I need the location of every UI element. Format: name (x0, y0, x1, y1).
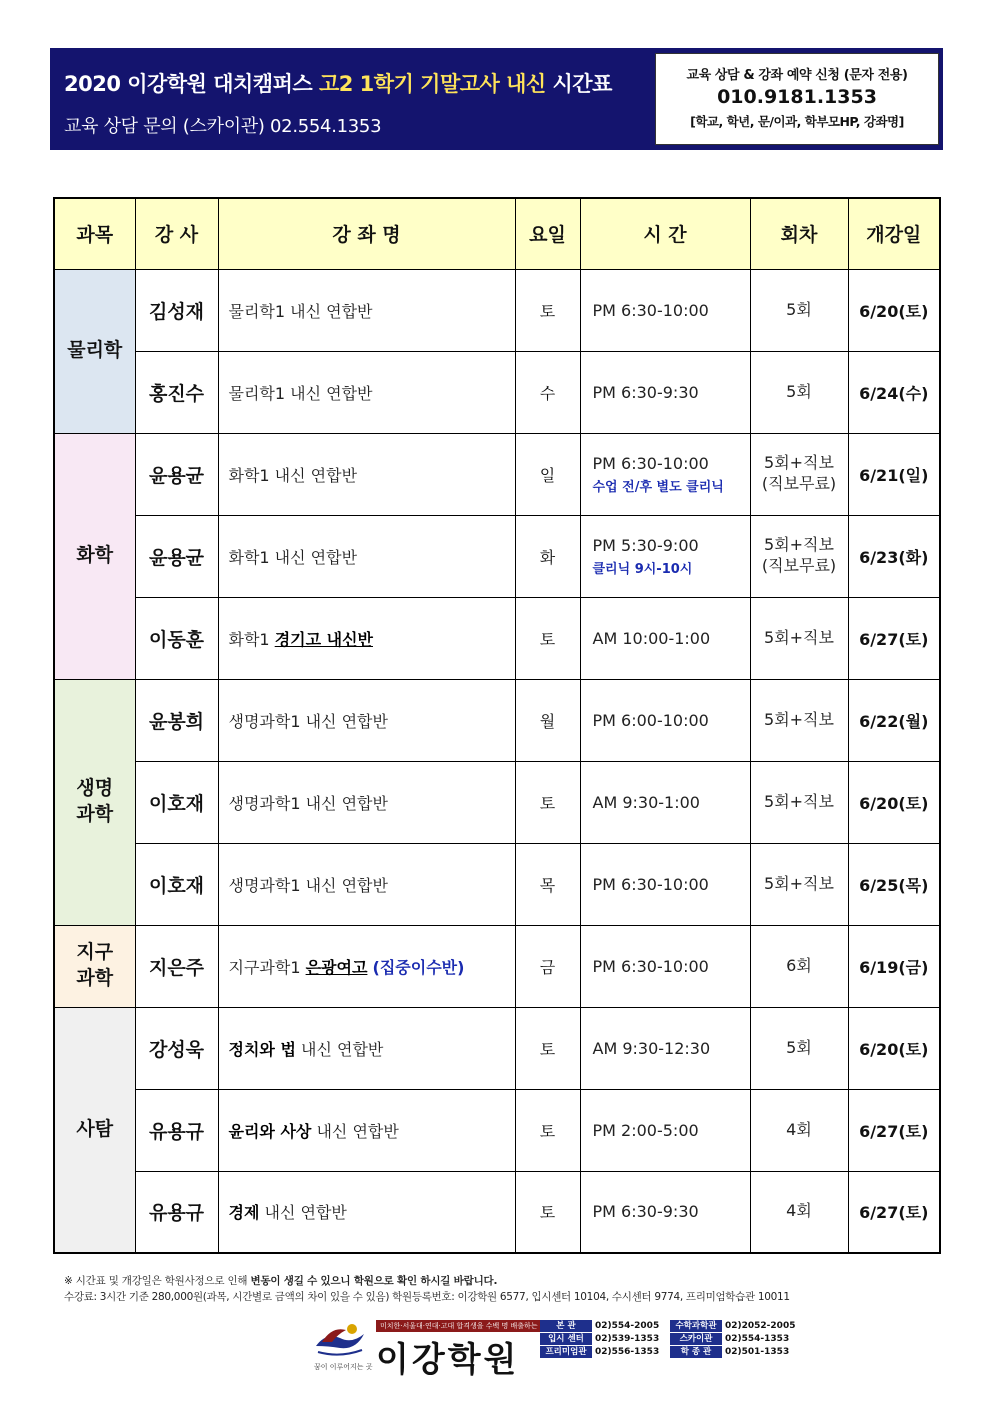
table-body (54, 269, 940, 1253)
table-header-row (54, 198, 940, 269)
branch-item (670, 1346, 800, 1358)
course-type: 물리학1 내신 연합반 (228, 383, 373, 403)
sessions-cell (750, 515, 848, 597)
session-count: 4회 (786, 1201, 812, 1221)
branch-name: 입시 센터 (540, 1333, 592, 1345)
header-subject: 과목 (54, 198, 135, 269)
session-note: (직보무료) (761, 556, 837, 575)
course-cell (218, 1171, 515, 1253)
subject-cell: 사탐 (54, 1007, 135, 1253)
page-title (64, 68, 612, 98)
course-cell (218, 761, 515, 843)
sessions-cell (750, 679, 848, 761)
course-cell (218, 269, 515, 351)
day-cell: 토 (515, 1089, 580, 1171)
branch-phone: 02)556-1353 (595, 1347, 660, 1357)
table-row (54, 1007, 940, 1089)
course-type: 생명과학1 내신 연합반 (228, 711, 388, 731)
time-range: AM 9:30-12:30 (592, 1038, 711, 1058)
logo-tagline: 미치한·서울대·연대·고대 합격생을 수백 명 배출하는 (376, 1320, 542, 1332)
header-sessions: 회차 (750, 198, 848, 269)
time-cell (580, 515, 750, 597)
page-subtitle: 교육 상담 문의 (스카이관) 02.554.1353 (64, 116, 382, 137)
note-pre: ※ 시간표 및 개강일은 학원사정으로 인해 (64, 1275, 251, 1287)
start-date-cell: 6/21(일) (848, 433, 940, 515)
course-type: 내신 연합반 (311, 1121, 399, 1141)
academy-logo (312, 1318, 537, 1390)
course-cell (218, 843, 515, 925)
sessions-cell (750, 269, 848, 351)
time-cell (580, 679, 750, 761)
table-row (54, 269, 940, 351)
sessions-cell (750, 1089, 848, 1171)
subject-cell: 물리학 (54, 269, 135, 433)
schedule-change-note (64, 1273, 497, 1288)
course-subject: 윤리와 사상 (228, 1121, 312, 1141)
time-cell (580, 843, 750, 925)
branch-phone: 02)554-1353 (725, 1334, 790, 1344)
branch-row (540, 1346, 800, 1358)
time-range: AM 9:30-1:00 (592, 792, 700, 812)
course-subject: 경제 (228, 1203, 260, 1223)
title-highlight: 고2 1학기 기말고사 내신 (318, 72, 546, 96)
course-cell (218, 679, 515, 761)
course-school: 은광여고 (305, 957, 368, 977)
course-cell (218, 597, 515, 679)
table-row (54, 515, 940, 597)
day-cell: 토 (515, 761, 580, 843)
sessions-cell (750, 761, 848, 843)
sessions-cell (750, 843, 848, 925)
branch-row (540, 1320, 800, 1332)
course-cell (218, 515, 515, 597)
teacher-cell: 강성욱 (135, 1007, 218, 1089)
note-bold: 변동이 생길 수 있으니 학원으로 확인 하시길 바랍니다. (250, 1275, 498, 1287)
sessions-cell (750, 433, 848, 515)
time-range: PM 6:30-10:00 (592, 453, 709, 473)
sessions-cell (750, 925, 848, 1007)
session-count: 5회 (786, 381, 812, 401)
table-row (54, 1089, 940, 1171)
course-subject: 정치와 법 (228, 1039, 296, 1059)
course-type: 내신 연합반 (295, 1039, 384, 1059)
session-count: 4회 (786, 1119, 812, 1139)
time-range: PM 2:00-5:00 (592, 1120, 699, 1140)
teacher-cell: 이호재 (135, 843, 218, 925)
sessions-cell (750, 351, 848, 433)
sessions-cell (750, 597, 848, 679)
teacher-cell: 이동훈 (135, 597, 218, 679)
sessions-cell (750, 1007, 848, 1089)
branch-name: 본 관 (540, 1320, 592, 1332)
logo-motto: 꿈이 이루어지는 곳 (314, 1363, 373, 1371)
branch-item (540, 1333, 670, 1345)
subject-cell: 생명 과학 (54, 679, 135, 925)
time-range: PM 6:30-9:30 (592, 382, 699, 402)
day-cell: 일 (515, 433, 580, 515)
course-type: 생명과학1 내신 연합반 (228, 875, 388, 895)
title-prefix: 2020 이강학원 대치캠퍼스 (64, 72, 319, 96)
time-range: AM 10:00-1:00 (592, 628, 711, 648)
title-suffix: 시간표 (545, 72, 612, 96)
header-banner (50, 48, 943, 150)
branch-name: 프리미엄관 (540, 1346, 592, 1358)
clinic-note: 수업 전/후 별도 클리닉 (592, 479, 724, 495)
teacher-cell: 윤용균 (135, 433, 218, 515)
logo-name: 이강학원 (376, 1340, 520, 1380)
teacher-cell: 이호재 (135, 761, 218, 843)
branch-name: 스카이관 (670, 1333, 722, 1345)
start-date-cell: 6/27(토) (848, 1089, 940, 1171)
time-cell (580, 433, 750, 515)
course-type: 물리학1 내신 연합반 (228, 301, 373, 321)
start-date-cell: 6/27(토) (848, 597, 940, 679)
start-date-cell: 6/24(수) (848, 351, 940, 433)
branch-phone-list (540, 1320, 800, 1359)
contact-heading: 교육 상담 & 강좌 예약 신청 (문자 전용) (686, 68, 908, 83)
teacher-cell: 김성재 (135, 269, 218, 351)
branch-phone: 02)554-2005 (595, 1321, 660, 1331)
day-cell: 화 (515, 515, 580, 597)
start-date-cell: 6/19(금) (848, 925, 940, 1007)
course-type: 생명과학1 내신 연합반 (228, 793, 388, 813)
course-cell (218, 351, 515, 433)
header-start-date: 개강일 (848, 198, 940, 269)
table-row (54, 761, 940, 843)
course-type: 화학1 내신 연합반 (228, 547, 358, 567)
time-range: PM 6:30-10:00 (592, 956, 709, 976)
start-date-cell: 6/20(토) (848, 1007, 940, 1089)
course-name: 화학1 (228, 629, 275, 649)
day-cell: 월 (515, 679, 580, 761)
course-cell (218, 1007, 515, 1089)
time-range: PM 6:30-10:00 (592, 300, 709, 320)
session-count: 5회+직보 (764, 453, 834, 473)
branch-item (670, 1333, 800, 1345)
contact-instructions: [학교, 학년, 문/이과, 학부모HP, 강좌명] (690, 114, 904, 129)
table-row (54, 433, 940, 515)
course-cell (218, 925, 515, 1007)
course-tag: (집중이수반) (372, 957, 465, 977)
session-count: 5회 (786, 299, 812, 319)
course-name: 지구과학1 (228, 957, 306, 977)
day-cell: 수 (515, 351, 580, 433)
teacher-cell: 윤용균 (135, 515, 218, 597)
teacher-cell: 유용규 (135, 1089, 218, 1171)
day-cell: 목 (515, 843, 580, 925)
branch-row (540, 1333, 800, 1345)
table-row (54, 351, 940, 433)
time-cell (580, 1089, 750, 1171)
schedule-table (53, 197, 941, 1254)
branch-phone: 02)2052-2005 (725, 1321, 796, 1331)
table-row (54, 925, 940, 1007)
time-cell (580, 761, 750, 843)
session-count: 5회+직보 (764, 873, 834, 893)
course-type: 화학1 내신 연합반 (228, 465, 358, 485)
day-cell: 금 (515, 925, 580, 1007)
course-school: 경기고 내신반 (274, 629, 373, 649)
time-cell (580, 925, 750, 1007)
start-date-cell: 6/25(목) (848, 843, 940, 925)
header-course: 강 좌 명 (218, 198, 515, 269)
logo-emblem-icon (312, 1320, 368, 1360)
day-cell: 토 (515, 1007, 580, 1089)
course-cell (218, 1089, 515, 1171)
time-cell (580, 269, 750, 351)
time-range: PM 5:30-9:00 (592, 535, 699, 555)
contact-box (655, 53, 939, 145)
time-range: PM 6:30-10:00 (592, 874, 709, 894)
day-cell: 토 (515, 1171, 580, 1253)
course-cell (218, 433, 515, 515)
session-count: 5회+직보 (764, 627, 834, 647)
table-row (54, 597, 940, 679)
time-cell (580, 1007, 750, 1089)
subject-cell: 지구 과학 (54, 925, 135, 1007)
session-count: 5회 (786, 1037, 812, 1057)
table-row (54, 843, 940, 925)
teacher-cell: 지은주 (135, 925, 218, 1007)
header-day: 요일 (515, 198, 580, 269)
branch-phone: 02)539-1353 (595, 1334, 660, 1344)
teacher-cell: 윤봉희 (135, 679, 218, 761)
day-cell: 토 (515, 269, 580, 351)
day-cell: 토 (515, 597, 580, 679)
branch-item (540, 1320, 670, 1332)
branch-phone: 02)501-1353 (725, 1347, 790, 1357)
session-count: 6회 (786, 955, 812, 975)
table-row (54, 679, 940, 761)
sessions-cell (750, 1171, 848, 1253)
start-date-cell: 6/20(토) (848, 761, 940, 843)
session-count: 5회+직보 (764, 791, 834, 811)
start-date-cell: 6/20(토) (848, 269, 940, 351)
teacher-cell: 유용규 (135, 1171, 218, 1253)
course-type: 내신 연합반 (259, 1203, 347, 1223)
time-range: PM 6:00-10:00 (592, 710, 709, 730)
time-cell (580, 351, 750, 433)
time-range: PM 6:30-9:30 (592, 1202, 699, 1222)
session-count: 5회+직보 (764, 535, 834, 555)
tuition-note: 수강료: 3시간 기준 280,000원(과목, 시간별로 금액의 차이 있을 수 있음) 학원등록번호: 이강학원 6577, 입시센터 10104, 수시센터 9774, 프리미엄학습관 10011 (64, 1291, 790, 1303)
branch-item (540, 1346, 670, 1358)
table-row (54, 1171, 940, 1253)
branch-name: 수학과학관 (670, 1320, 722, 1332)
start-date-cell: 6/27(토) (848, 1171, 940, 1253)
session-note: (직보무료) (761, 474, 837, 493)
branch-name: 학 종 관 (670, 1346, 722, 1358)
subject-cell: 화학 (54, 433, 135, 679)
branch-item (670, 1320, 800, 1332)
clinic-note: 클리닉 9시-10시 (592, 561, 693, 577)
header-time: 시 간 (580, 198, 750, 269)
time-cell (580, 597, 750, 679)
teacher-cell: 홍진수 (135, 351, 218, 433)
start-date-cell: 6/22(월) (848, 679, 940, 761)
start-date-cell: 6/23(화) (848, 515, 940, 597)
contact-phone: 010.9181.1353 (717, 86, 877, 108)
header-teacher: 강 사 (135, 198, 218, 269)
time-cell (580, 1171, 750, 1253)
session-count: 5회+직보 (764, 709, 834, 729)
